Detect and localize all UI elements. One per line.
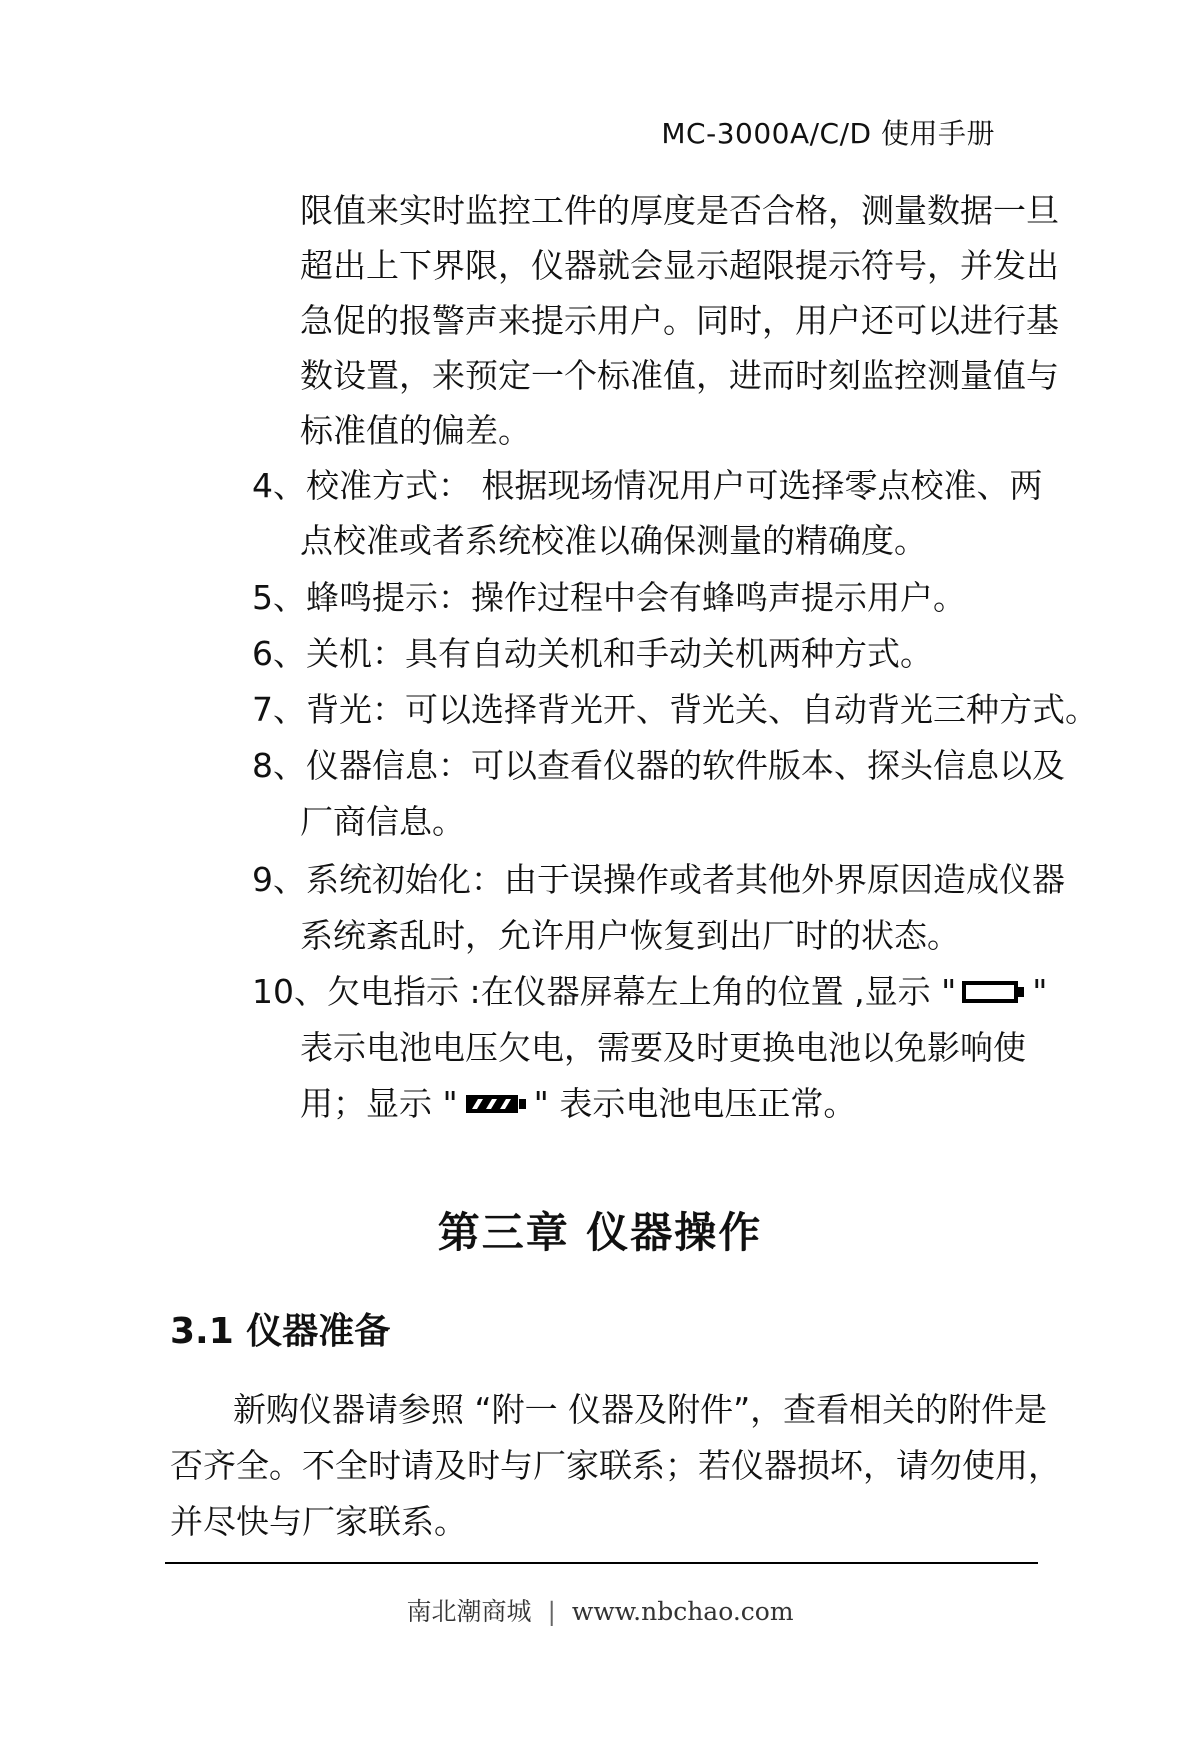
paragraph-line: 否齐全。不全时请及时与厂家联系；若仪器损坏，请勿使用， <box>170 1446 1061 1485</box>
list-item-system-reset: 9、系统初始化：由于误操作或者其他外界原因造成仪器 <box>252 860 1065 899</box>
footer-site: 南北潮商城 <box>406 1597 532 1626</box>
page-header: MC-3000A/C/D 使用手册 <box>661 117 995 150</box>
footer-separator: | <box>547 1597 556 1626</box>
battery-low-icon <box>962 974 1026 1013</box>
list-item-low-battery-text: 10、欠电指示 :在仪器屏幕左上角的位置 ,显示 " <box>252 972 957 1011</box>
paragraph-line: 新购仪器请参照 “附一 仪器及附件”，查看相关的附件是 <box>233 1390 1048 1429</box>
text-line: 限值来实时监控工件的厚度是否合格，测量数据一旦 <box>300 191 1059 230</box>
text-line: 标准值的偏差。 <box>300 411 531 450</box>
list-item-device-info: 8、仪器信息：可以查看仪器的软件版本、探头信息以及 <box>252 746 1065 785</box>
footer-url[interactable]: www.nbchao.com <box>571 1597 794 1626</box>
list-item-device-info-cont: 厂商信息。 <box>300 802 465 841</box>
list-item-backlight: 7、背光：可以选择背光开、背光关、自动背光三种方式。 <box>252 690 1098 729</box>
list-item-low-battery-cont: 表示电池电压欠电，需要及时更换电池以免影响使 <box>300 1028 1026 1067</box>
paragraph-line: 并尽快与厂家联系。 <box>170 1502 467 1541</box>
list-item-beep: 5、蜂鸣提示：操作过程中会有蜂鸣声提示用户。 <box>252 578 966 617</box>
footer <box>0 1592 1200 1628</box>
section-title: 3.1 仪器准备 <box>170 1311 391 1352</box>
text-line: 数设置，来预定一个标准值，进而时刻监控测量值与 <box>300 356 1059 395</box>
quote-mark: " <box>1032 972 1048 1011</box>
text-line: 超出上下界限，仪器就会显示超限提示符号，并发出 <box>300 246 1059 285</box>
list-item-low-battery-text3: " 表示电池电压正常。 <box>533 1084 857 1123</box>
list-item-system-reset-cont: 系统紊乱时，允许用户恢复到出厂时的状态。 <box>300 916 960 955</box>
chapter-title: 第三章 仪器操作 <box>437 1208 763 1257</box>
list-item-calibration: 4、校准方式： 根据现场情况用户可选择零点校准、两 <box>252 466 1043 505</box>
battery-full-icon <box>464 1086 528 1125</box>
list-item-low-battery-cont2 <box>300 1078 856 1125</box>
list-item-low-battery-text2: 用；显示 " <box>300 1084 458 1123</box>
text-line: 急促的报警声来提示用户。同时，用户还可以进行基 <box>300 301 1059 340</box>
footer-divider <box>165 1562 1038 1564</box>
list-item-power-off: 6、关机：具有自动关机和手动关机两种方式。 <box>252 634 933 673</box>
list-item-calibration-cont: 点校准或者系统校准以确保测量的精确度。 <box>300 521 927 560</box>
list-item-low-battery <box>252 966 1047 1013</box>
